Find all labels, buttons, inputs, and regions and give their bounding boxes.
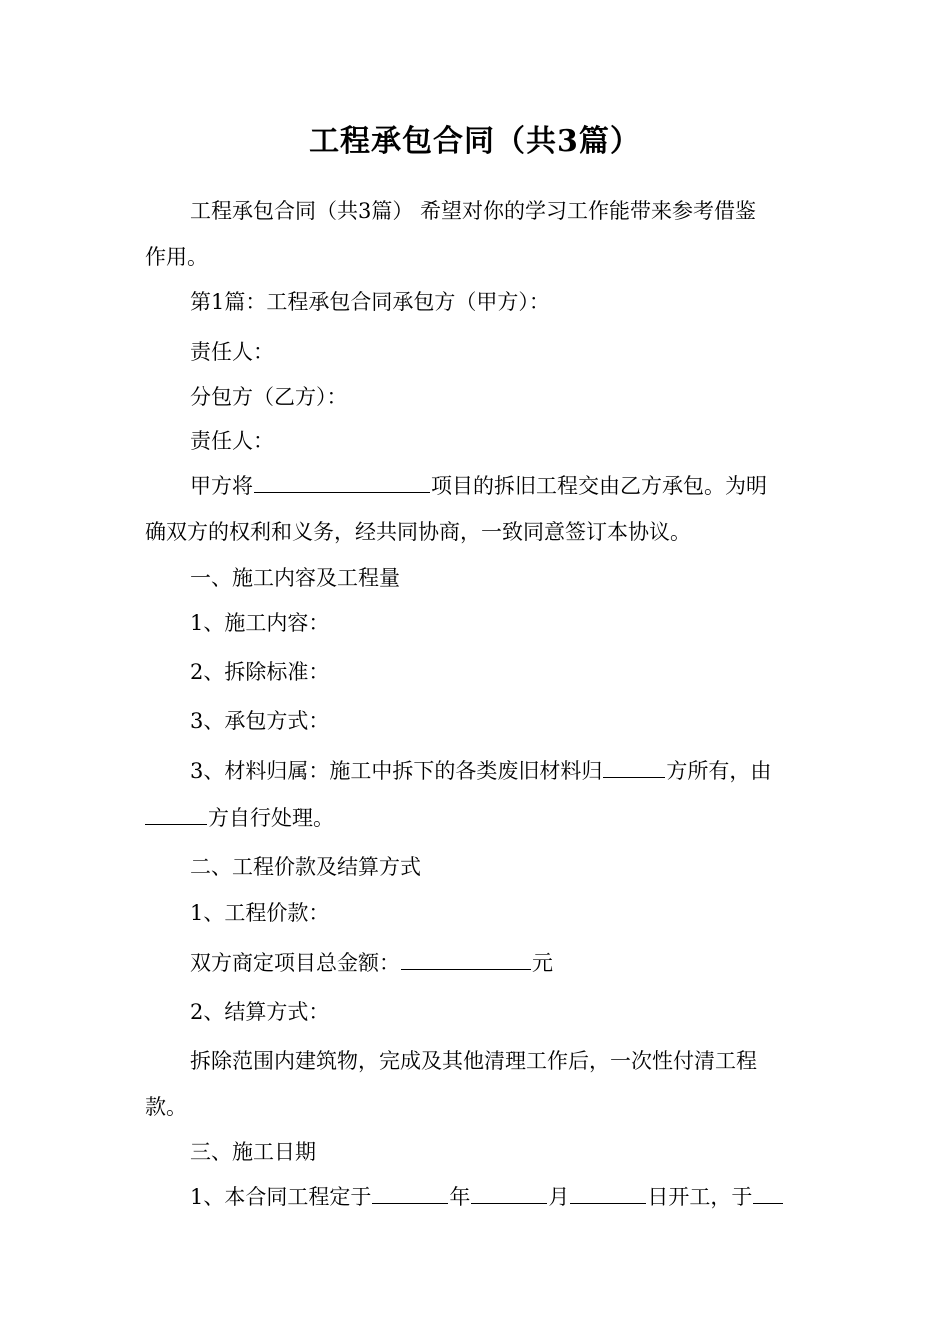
heading-3: 三、施工日期: [190, 1140, 316, 1164]
intro-line-2: 作用。: [145, 245, 208, 269]
total-amount-line: [190, 943, 810, 983]
heading-1: 一、施工内容及工程量: [190, 566, 400, 590]
fill-blank: [372, 1183, 448, 1204]
settlement-heading: 2、结算方式：: [190, 1000, 330, 1024]
subcontractor-label: 分包方（乙方）：: [190, 385, 348, 409]
item-material-ownership-line-1: [190, 751, 810, 791]
responsible-party-b: 责任人：: [190, 429, 274, 453]
fill-blank: [753, 1183, 783, 1204]
fill-blank: [570, 1183, 646, 1204]
start-date-label: 1、本合同工程定于: [190, 1185, 372, 1209]
fill-blank: [145, 804, 207, 825]
price-heading: 1、工程价款：: [190, 901, 330, 925]
paragraph-1-start: 甲方将: [190, 474, 253, 498]
material-ownership-end: 方自行处理。: [208, 806, 334, 830]
settlement-line-1: 拆除范围内建筑物，完成及其他清理工作后，一次性付清工程: [190, 1049, 757, 1073]
material-ownership-start: 3、材料归属：施工中拆下的各类废旧材料归: [190, 759, 603, 783]
month-label: 月: [548, 1185, 570, 1209]
fill-blank: [401, 949, 531, 970]
fill-blank: [471, 1183, 547, 1204]
item-construction-content: 1、施工内容：: [190, 611, 330, 635]
document-title: 工程承包合同（共3篇）: [309, 124, 641, 159]
intro-line-1: 工程承包合同（共3篇） 希望对你的学习工作能带来参考借鉴: [190, 199, 757, 223]
fill-blank: [603, 757, 665, 778]
paragraph-1-line-2: 确双方的权利和义务，经共同协商，一致同意签订本协议。: [145, 520, 691, 544]
section-heading: 第1篇：工程承包合同承包方（甲方）：: [190, 290, 550, 314]
responsible-party-a: 责任人：: [190, 340, 274, 364]
currency-unit: 元: [532, 951, 553, 975]
item-contracting-method: 3、承包方式：: [190, 709, 330, 733]
settlement-line-2: 款。: [145, 1095, 187, 1119]
day-label: 日开工，于: [647, 1185, 753, 1209]
year-label: 年: [449, 1185, 471, 1209]
paragraph-1-end: 项目的拆旧工程交由乙方承包。为明: [431, 474, 767, 498]
paragraph-1-line-1: [190, 466, 810, 506]
material-ownership-mid: 方所有，由: [666, 759, 772, 783]
fill-blank: [254, 472, 430, 493]
item-demolition-standard: 2、拆除标准：: [190, 660, 330, 684]
heading-2: 二、工程价款及结算方式: [190, 855, 421, 879]
start-date-line: [190, 1177, 810, 1217]
total-amount-label: 双方商定项目总金额：: [190, 951, 400, 975]
item-material-ownership-line-2: [145, 798, 810, 838]
